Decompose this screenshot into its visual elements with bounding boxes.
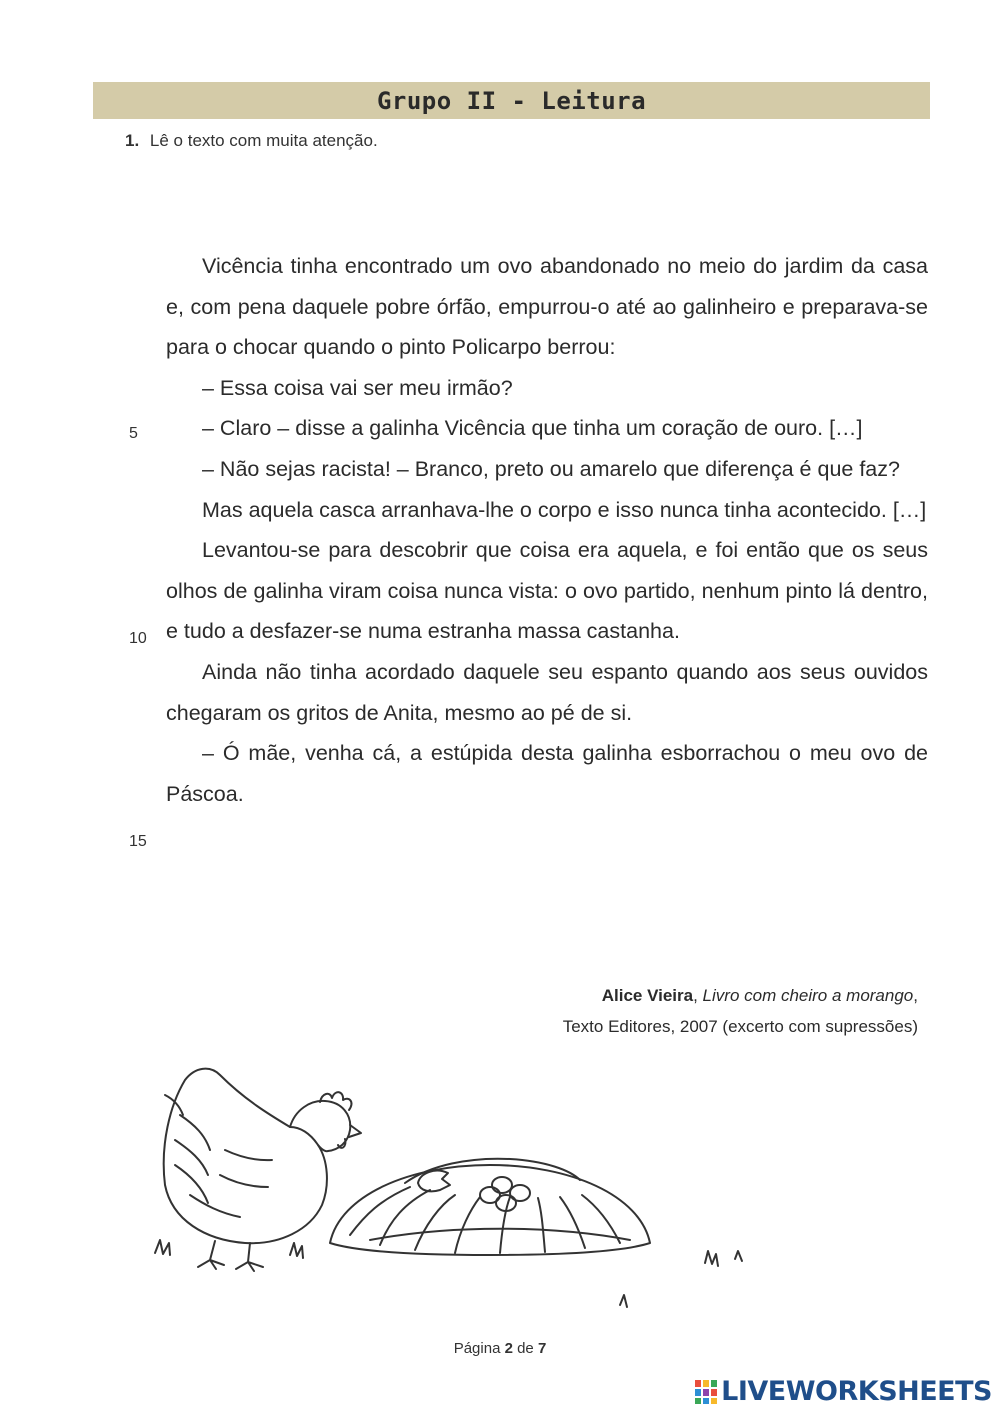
story-paragraph: – Essa coisa vai ser meu irmão? <box>202 375 513 400</box>
citation-book: Livro com cheiro a morango <box>702 986 914 1005</box>
brand-name: LIVEWORKSHEETS <box>721 1376 992 1407</box>
footer-page-total: 7 <box>537 1340 547 1357</box>
line-number-10: 10 <box>129 630 147 647</box>
citation-trailing: , <box>913 986 918 1005</box>
story-paragraph: Mas aquela casca arranhava-lhe o corpo e isso nunca tinha acontecido. […] <box>202 497 927 522</box>
story-paragraph: Vicência tinha encontrado um ovo abandonado no meio do jardim da casa e, com pena daquele pobre órfão, empurrou-o até ao galinheiro e preparava-se para o chocar quando o pinto Policarpo berrou: <box>166 254 928 360</box>
line-number-15: 15 <box>129 833 147 850</box>
instruction <box>125 131 378 151</box>
footer-middle: de <box>512 1340 538 1357</box>
story-text <box>166 246 928 814</box>
citation-author: Alice Vieira <box>601 986 694 1005</box>
section-header <box>93 82 930 119</box>
hen-with-nest-illustration <box>150 1055 770 1315</box>
footer-page-number: 2 <box>504 1340 513 1357</box>
story-paragraph: – Não sejas racista! – Branco, preto ou amarelo que diferença é que faz? <box>202 456 900 481</box>
section-title: Grupo II - Leitura <box>376 86 647 115</box>
citation-publisher: Texto Editores, 2007 (excerto com supressões) <box>562 1017 918 1036</box>
citation-line-1 <box>563 980 918 1011</box>
citation <box>563 980 918 1042</box>
page-footer <box>0 1340 1000 1357</box>
line-number-5: 5 <box>129 425 138 442</box>
story-paragraph: Levantou-se para descobrir que coisa era aquela, e foi então que os seus olhos de galinha viram coisa nunca vista: o ovo partido, nenhum pinto lá dentro, e tudo a desfazer-se numa estranha massa castanha. <box>166 538 928 644</box>
instruction-number: 1. <box>125 131 140 150</box>
footer-prefix: Página <box>453 1340 505 1357</box>
citation-separator: , <box>693 986 703 1005</box>
story-paragraph: – Ó mãe, venha cá, a estúpida desta galinha esborrachou o meu ovo de Páscoa. <box>166 741 928 806</box>
story-paragraph: Ainda não tinha acordado daquele seu espanto quando aos seus ouvidos chegaram os gritos de Anita, mesmo ao pé de si. <box>166 659 928 725</box>
instruction-text: Lê o texto com muita atenção. <box>149 131 378 150</box>
story-paragraph: – Claro – disse a galinha Vicência que tinha um coração de ouro. […] <box>202 416 863 441</box>
brand-watermark <box>694 1376 992 1407</box>
liveworksheets-logo-icon <box>694 1379 718 1405</box>
